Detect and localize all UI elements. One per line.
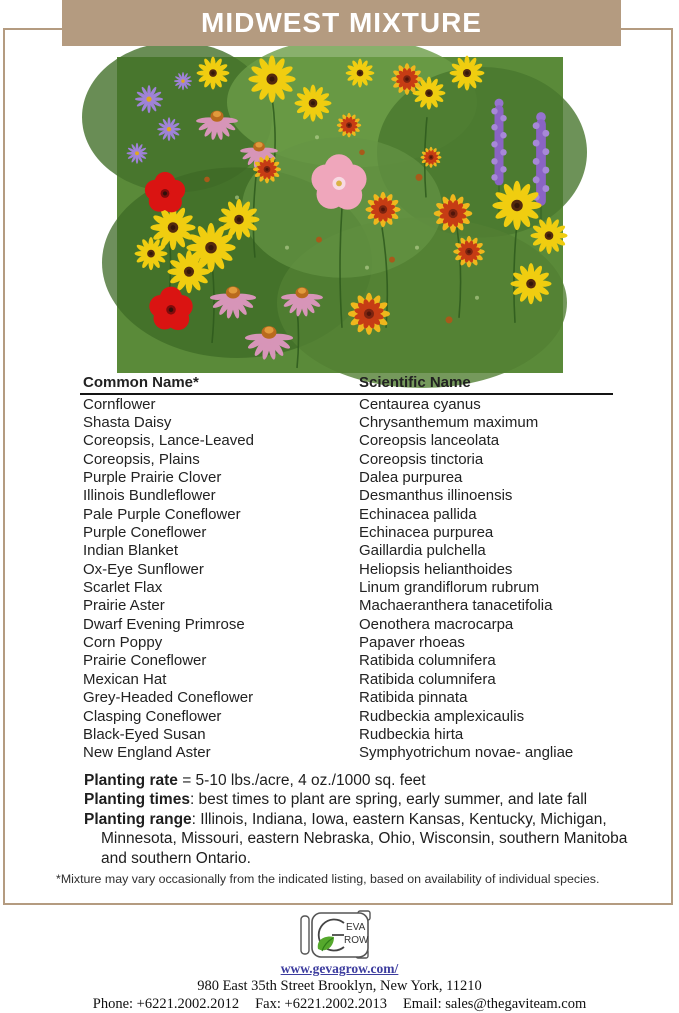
title-banner	[62, 0, 621, 46]
scientific-name-cell: Machaeranthera tanacetifolia	[359, 597, 553, 615]
fax-number: Fax: +6221.2002.2013	[255, 996, 387, 1012]
common-name-cell: Ox-Eye Sunflower	[83, 560, 204, 578]
common-name-cell: Cornflower	[83, 395, 156, 413]
common-name-cell: Pale Purple Coneflower	[83, 505, 241, 523]
scientific-name-cell: Ratibida pinnata	[359, 689, 468, 707]
table-row	[80, 413, 613, 431]
scientific-name-cell: Heliopsis helianthoides	[359, 560, 513, 578]
species-table-body	[80, 395, 613, 762]
common-name-cell: Coreopsis, Lance-Leaved	[83, 432, 254, 450]
scientific-name-cell: Chrysanthemum maximum	[359, 414, 539, 432]
street-address: 980 East 35th Street Brooklyn, New York, 11210	[197, 978, 482, 994]
table-row	[80, 615, 613, 633]
scientific-name-cell: Desmanthus illinoensis	[359, 487, 513, 505]
table-row	[80, 578, 613, 596]
scientific-name-cell: Ratibida columnifera	[359, 652, 496, 670]
contact-line	[0, 996, 679, 1013]
wildflower-photo	[117, 57, 563, 373]
mixture-footnote: *Mixture may vary occasionally from the indicated listing, based on availability of individual species.	[56, 872, 600, 886]
scientific-name-cell: Centaurea cyanus	[359, 395, 481, 413]
common-name-cell: Dwarf Evening Primrose	[83, 615, 245, 633]
planting-rate-line	[84, 771, 632, 790]
table-row	[80, 450, 613, 468]
scientific-name-cell: Linum grandiflorum rubrum	[359, 579, 540, 597]
table-row	[80, 597, 613, 615]
table-row	[80, 542, 613, 560]
planting-range-value: : Illinois, Indiana, Iowa, eastern Kansas, Kentucky, Michigan, Minnesota, Missouri, eastern Nebraska, Ohio, Wisconsin, southern Manitoba and southern Ontario.	[101, 810, 628, 867]
common-name-cell: Prairie Coneflower	[83, 652, 207, 670]
common-name-cell: Black-Eyed Susan	[83, 725, 206, 743]
table-row	[80, 725, 613, 743]
scientific-name-cell: Coreopsis tinctoria	[359, 450, 484, 468]
scientific-name-cell: Rudbeckia amplexicaulis	[359, 707, 525, 725]
table-row	[80, 487, 613, 505]
logo-text-eva: EVA	[345, 922, 365, 933]
common-name-cell: Clasping Coneflower	[83, 707, 222, 725]
common-name-cell: Shasta Daisy	[83, 414, 172, 432]
table-row	[80, 670, 613, 688]
table-row	[80, 432, 613, 450]
planting-info	[84, 771, 632, 868]
scientific-name-cell: Dalea purpurea	[359, 469, 463, 487]
planting-range-label: Planting range	[84, 810, 192, 828]
table-row	[80, 707, 613, 725]
planting-rate-value: = 5-10 lbs./acre, 4 oz./1000 sq. feet	[177, 772, 426, 789]
common-name-cell: Illinois Bundleflower	[83, 487, 216, 505]
table-row	[80, 689, 613, 707]
scientific-name-cell: Rudbeckia hirta	[359, 725, 464, 743]
common-name-cell: Grey-Headed Coneflower	[83, 689, 254, 707]
logo-text-row: ROW	[343, 935, 368, 946]
scientific-name-cell: Gaillardia pulchella	[359, 542, 486, 560]
scientific-name-cell: Echinacea pallida	[359, 505, 477, 523]
wildflower-photo-image	[117, 57, 563, 373]
page-title: MIDWEST MIXTURE	[201, 7, 482, 38]
website-link[interactable]: www.gevagrow.com/	[280, 961, 399, 976]
table-row	[80, 744, 613, 762]
scientific-name-cell: Papaver rhoeas	[359, 634, 465, 652]
table-row	[80, 395, 613, 413]
common-name-cell: Scarlet Flax	[83, 579, 163, 597]
table-row	[80, 468, 613, 486]
common-name-cell: Purple Prairie Clover	[83, 469, 222, 487]
table-row	[80, 505, 613, 523]
footer	[0, 907, 679, 1013]
table-row	[80, 523, 613, 541]
table-row	[80, 652, 613, 670]
email-address: Email: sales@thegaviteam.com	[402, 996, 587, 1012]
geva-grow-logo	[0, 909, 679, 961]
species-table-header	[80, 374, 613, 395]
table-row	[80, 560, 613, 578]
scientific-name-header: Scientific Name	[359, 374, 471, 391]
planting-times-label: Planting times	[84, 791, 190, 809]
scientific-name-cell: Coreopsis lanceolata	[359, 432, 500, 450]
planting-range-line	[84, 810, 632, 868]
scientific-name-cell: Ratibida columnifera	[359, 670, 496, 688]
scientific-name-cell: Echinacea purpurea	[359, 524, 494, 542]
planting-rate-label: Planting rate	[84, 772, 178, 789]
scientific-name-cell: Oenothera macrocarpa	[359, 615, 514, 633]
planting-times-value: : best times to plant are spring, early summer, and late fall	[189, 791, 588, 809]
phone-number: Phone: +6221.2002.2012	[92, 996, 240, 1012]
common-name-cell: Corn Poppy	[83, 634, 163, 652]
planting-times-line	[84, 790, 632, 809]
common-name-cell: New England Aster	[83, 744, 211, 762]
common-name-header: Common Name*	[83, 374, 199, 391]
common-name-cell: Coreopsis, Plains	[83, 450, 200, 468]
species-table	[80, 374, 613, 762]
common-name-cell: Prairie Aster	[83, 597, 165, 615]
common-name-cell: Indian Blanket	[83, 542, 179, 560]
common-name-cell: Purple Coneflower	[83, 524, 207, 542]
geva-grow-logo-image	[298, 909, 382, 961]
scientific-name-cell: Symphyotrichum novae- angliae	[359, 744, 574, 762]
common-name-cell: Mexican Hat	[83, 670, 167, 688]
table-row	[80, 633, 613, 651]
